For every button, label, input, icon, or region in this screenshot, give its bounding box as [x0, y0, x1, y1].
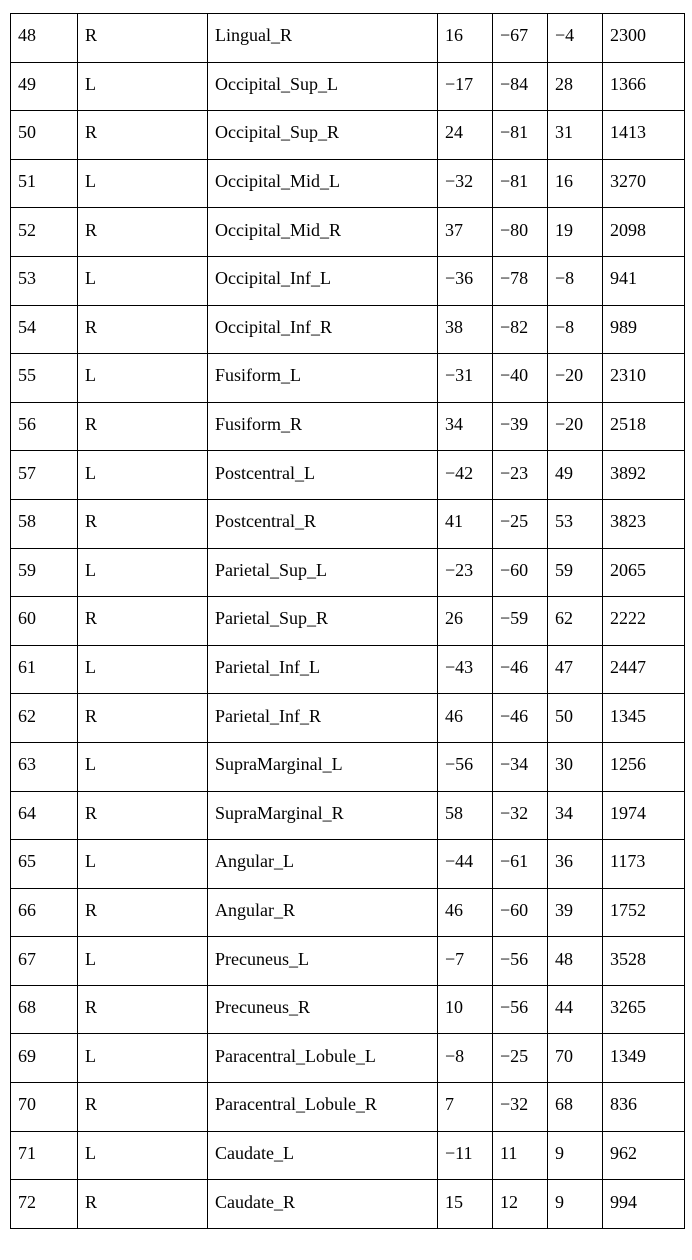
region-name-cell: Occipital_Sup_R: [208, 111, 438, 160]
hemisphere-cell: L: [78, 742, 208, 791]
voxel-count-cell: 3270: [603, 159, 685, 208]
voxel-count-cell: 2300: [603, 14, 685, 63]
z-coordinate-cell: 30: [548, 742, 603, 791]
region-name-cell: Parietal_Inf_R: [208, 694, 438, 743]
table-row: [11, 937, 685, 986]
y-coordinate-cell: −78: [493, 256, 548, 305]
table-row: [11, 208, 685, 257]
y-coordinate-cell: −60: [493, 888, 548, 937]
x-coordinate-cell: 37: [438, 208, 493, 257]
index-cell: 61: [11, 645, 78, 694]
y-coordinate-cell: −59: [493, 597, 548, 646]
x-coordinate-cell: −31: [438, 354, 493, 403]
table-row: [11, 694, 685, 743]
x-coordinate-cell: 46: [438, 888, 493, 937]
table-row: [11, 256, 685, 305]
voxel-count-cell: 3823: [603, 499, 685, 548]
y-coordinate-cell: 11: [493, 1131, 548, 1180]
region-name-cell: Lingual_R: [208, 14, 438, 63]
y-coordinate-cell: −81: [493, 159, 548, 208]
hemisphere-cell: R: [78, 1180, 208, 1229]
region-name-cell: Paracentral_Lobule_L: [208, 1034, 438, 1083]
voxel-count-cell: 2098: [603, 208, 685, 257]
z-coordinate-cell: 36: [548, 840, 603, 889]
y-coordinate-cell: −56: [493, 985, 548, 1034]
hemisphere-cell: L: [78, 1034, 208, 1083]
hemisphere-cell: R: [78, 305, 208, 354]
z-coordinate-cell: 68: [548, 1083, 603, 1132]
index-cell: 50: [11, 111, 78, 160]
hemisphere-cell: R: [78, 499, 208, 548]
x-coordinate-cell: −17: [438, 62, 493, 111]
table-row: [11, 305, 685, 354]
table-row: [11, 742, 685, 791]
voxel-count-cell: 2310: [603, 354, 685, 403]
hemisphere-cell: R: [78, 208, 208, 257]
index-cell: 64: [11, 791, 78, 840]
table-row: [11, 159, 685, 208]
x-coordinate-cell: 34: [438, 402, 493, 451]
index-cell: 66: [11, 888, 78, 937]
index-cell: 53: [11, 256, 78, 305]
z-coordinate-cell: 16: [548, 159, 603, 208]
region-name-cell: Fusiform_R: [208, 402, 438, 451]
hemisphere-cell: L: [78, 1131, 208, 1180]
y-coordinate-cell: −46: [493, 645, 548, 694]
index-cell: 54: [11, 305, 78, 354]
table-row: [11, 985, 685, 1034]
index-cell: 59: [11, 548, 78, 597]
index-cell: 68: [11, 985, 78, 1034]
region-name-cell: SupraMarginal_R: [208, 791, 438, 840]
x-coordinate-cell: 41: [438, 499, 493, 548]
region-name-cell: Parietal_Inf_L: [208, 645, 438, 694]
voxel-count-cell: 1256: [603, 742, 685, 791]
index-cell: 72: [11, 1180, 78, 1229]
table-row: [11, 645, 685, 694]
x-coordinate-cell: 58: [438, 791, 493, 840]
z-coordinate-cell: 47: [548, 645, 603, 694]
voxel-count-cell: 1413: [603, 111, 685, 160]
z-coordinate-cell: 31: [548, 111, 603, 160]
y-coordinate-cell: −84: [493, 62, 548, 111]
y-coordinate-cell: −40: [493, 354, 548, 403]
hemisphere-cell: L: [78, 645, 208, 694]
y-coordinate-cell: −82: [493, 305, 548, 354]
x-coordinate-cell: −32: [438, 159, 493, 208]
table-row: [11, 62, 685, 111]
table-row: [11, 14, 685, 63]
region-name-cell: Occipital_Inf_R: [208, 305, 438, 354]
index-cell: 65: [11, 840, 78, 889]
y-coordinate-cell: −23: [493, 451, 548, 500]
region-name-cell: Caudate_L: [208, 1131, 438, 1180]
hemisphere-cell: L: [78, 840, 208, 889]
voxel-count-cell: 836: [603, 1083, 685, 1132]
z-coordinate-cell: 28: [548, 62, 603, 111]
region-name-cell: Occipital_Inf_L: [208, 256, 438, 305]
z-coordinate-cell: 19: [548, 208, 603, 257]
y-coordinate-cell: −25: [493, 1034, 548, 1083]
index-cell: 62: [11, 694, 78, 743]
index-cell: 71: [11, 1131, 78, 1180]
z-coordinate-cell: −20: [548, 354, 603, 403]
index-cell: 52: [11, 208, 78, 257]
y-coordinate-cell: −39: [493, 402, 548, 451]
x-coordinate-cell: −8: [438, 1034, 493, 1083]
hemisphere-cell: R: [78, 985, 208, 1034]
table-row: [11, 111, 685, 160]
y-coordinate-cell: −81: [493, 111, 548, 160]
x-coordinate-cell: −42: [438, 451, 493, 500]
x-coordinate-cell: −43: [438, 645, 493, 694]
z-coordinate-cell: 49: [548, 451, 603, 500]
y-coordinate-cell: −34: [493, 742, 548, 791]
z-coordinate-cell: −20: [548, 402, 603, 451]
x-coordinate-cell: −36: [438, 256, 493, 305]
hemisphere-cell: L: [78, 354, 208, 403]
y-coordinate-cell: 12: [493, 1180, 548, 1229]
region-name-cell: Fusiform_L: [208, 354, 438, 403]
x-coordinate-cell: −23: [438, 548, 493, 597]
index-cell: 49: [11, 62, 78, 111]
voxel-count-cell: 1349: [603, 1034, 685, 1083]
region-name-cell: Angular_L: [208, 840, 438, 889]
table-body: [11, 14, 685, 1229]
hemisphere-cell: L: [78, 256, 208, 305]
region-name-cell: Parietal_Sup_L: [208, 548, 438, 597]
hemisphere-cell: R: [78, 1083, 208, 1132]
hemisphere-cell: L: [78, 159, 208, 208]
z-coordinate-cell: 59: [548, 548, 603, 597]
x-coordinate-cell: −11: [438, 1131, 493, 1180]
region-name-cell: Postcentral_L: [208, 451, 438, 500]
voxel-count-cell: 1974: [603, 791, 685, 840]
y-coordinate-cell: −80: [493, 208, 548, 257]
x-coordinate-cell: 16: [438, 14, 493, 63]
voxel-count-cell: 941: [603, 256, 685, 305]
hemisphere-cell: R: [78, 111, 208, 160]
table-row: [11, 451, 685, 500]
region-name-cell: SupraMarginal_L: [208, 742, 438, 791]
index-cell: 56: [11, 402, 78, 451]
x-coordinate-cell: −44: [438, 840, 493, 889]
z-coordinate-cell: 62: [548, 597, 603, 646]
index-cell: 67: [11, 937, 78, 986]
x-coordinate-cell: 10: [438, 985, 493, 1034]
voxel-count-cell: 2065: [603, 548, 685, 597]
index-cell: 60: [11, 597, 78, 646]
index-cell: 70: [11, 1083, 78, 1132]
region-name-cell: Caudate_R: [208, 1180, 438, 1229]
table-row: [11, 1034, 685, 1083]
voxel-count-cell: 994: [603, 1180, 685, 1229]
hemisphere-cell: L: [78, 548, 208, 597]
table-row: [11, 1131, 685, 1180]
voxel-count-cell: 2447: [603, 645, 685, 694]
voxel-count-cell: 2222: [603, 597, 685, 646]
x-coordinate-cell: 38: [438, 305, 493, 354]
y-coordinate-cell: −32: [493, 791, 548, 840]
z-coordinate-cell: 50: [548, 694, 603, 743]
z-coordinate-cell: 48: [548, 937, 603, 986]
y-coordinate-cell: −25: [493, 499, 548, 548]
region-name-cell: Occipital_Sup_L: [208, 62, 438, 111]
z-coordinate-cell: 9: [548, 1131, 603, 1180]
z-coordinate-cell: −4: [548, 14, 603, 63]
voxel-count-cell: 1366: [603, 62, 685, 111]
x-coordinate-cell: 46: [438, 694, 493, 743]
index-cell: 48: [11, 14, 78, 63]
y-coordinate-cell: −67: [493, 14, 548, 63]
x-coordinate-cell: 7: [438, 1083, 493, 1132]
z-coordinate-cell: 53: [548, 499, 603, 548]
region-name-cell: Angular_R: [208, 888, 438, 937]
z-coordinate-cell: 44: [548, 985, 603, 1034]
table-row: [11, 888, 685, 937]
hemisphere-cell: R: [78, 694, 208, 743]
index-cell: 69: [11, 1034, 78, 1083]
y-coordinate-cell: −46: [493, 694, 548, 743]
z-coordinate-cell: 70: [548, 1034, 603, 1083]
index-cell: 57: [11, 451, 78, 500]
z-coordinate-cell: 9: [548, 1180, 603, 1229]
voxel-count-cell: 962: [603, 1131, 685, 1180]
region-name-cell: Precuneus_L: [208, 937, 438, 986]
index-cell: 58: [11, 499, 78, 548]
voxel-count-cell: 1345: [603, 694, 685, 743]
hemisphere-cell: R: [78, 791, 208, 840]
hemisphere-cell: R: [78, 14, 208, 63]
index-cell: 55: [11, 354, 78, 403]
table-row: [11, 597, 685, 646]
y-coordinate-cell: −60: [493, 548, 548, 597]
table-row: [11, 1083, 685, 1132]
y-coordinate-cell: −61: [493, 840, 548, 889]
hemisphere-cell: L: [78, 62, 208, 111]
voxel-count-cell: 3892: [603, 451, 685, 500]
hemisphere-cell: R: [78, 597, 208, 646]
z-coordinate-cell: 34: [548, 791, 603, 840]
z-coordinate-cell: −8: [548, 305, 603, 354]
x-coordinate-cell: −7: [438, 937, 493, 986]
index-cell: 63: [11, 742, 78, 791]
table-row: [11, 1180, 685, 1229]
y-coordinate-cell: −56: [493, 937, 548, 986]
hemisphere-cell: L: [78, 451, 208, 500]
y-coordinate-cell: −32: [493, 1083, 548, 1132]
hemisphere-cell: R: [78, 888, 208, 937]
table-row: [11, 499, 685, 548]
region-name-cell: Occipital_Mid_L: [208, 159, 438, 208]
hemisphere-cell: R: [78, 402, 208, 451]
voxel-count-cell: 989: [603, 305, 685, 354]
region-name-cell: Precuneus_R: [208, 985, 438, 1034]
x-coordinate-cell: −56: [438, 742, 493, 791]
table-row: [11, 548, 685, 597]
z-coordinate-cell: −8: [548, 256, 603, 305]
brain-region-table: [10, 13, 685, 1229]
hemisphere-cell: L: [78, 937, 208, 986]
voxel-count-cell: 3265: [603, 985, 685, 1034]
x-coordinate-cell: 24: [438, 111, 493, 160]
region-name-cell: Paracentral_Lobule_R: [208, 1083, 438, 1132]
region-name-cell: Parietal_Sup_R: [208, 597, 438, 646]
region-name-cell: Occipital_Mid_R: [208, 208, 438, 257]
table-row: [11, 791, 685, 840]
voxel-count-cell: 1173: [603, 840, 685, 889]
table-row: [11, 840, 685, 889]
voxel-count-cell: 2518: [603, 402, 685, 451]
voxel-count-cell: 1752: [603, 888, 685, 937]
voxel-count-cell: 3528: [603, 937, 685, 986]
table-row: [11, 354, 685, 403]
x-coordinate-cell: 26: [438, 597, 493, 646]
x-coordinate-cell: 15: [438, 1180, 493, 1229]
index-cell: 51: [11, 159, 78, 208]
z-coordinate-cell: 39: [548, 888, 603, 937]
region-name-cell: Postcentral_R: [208, 499, 438, 548]
table-row: [11, 402, 685, 451]
